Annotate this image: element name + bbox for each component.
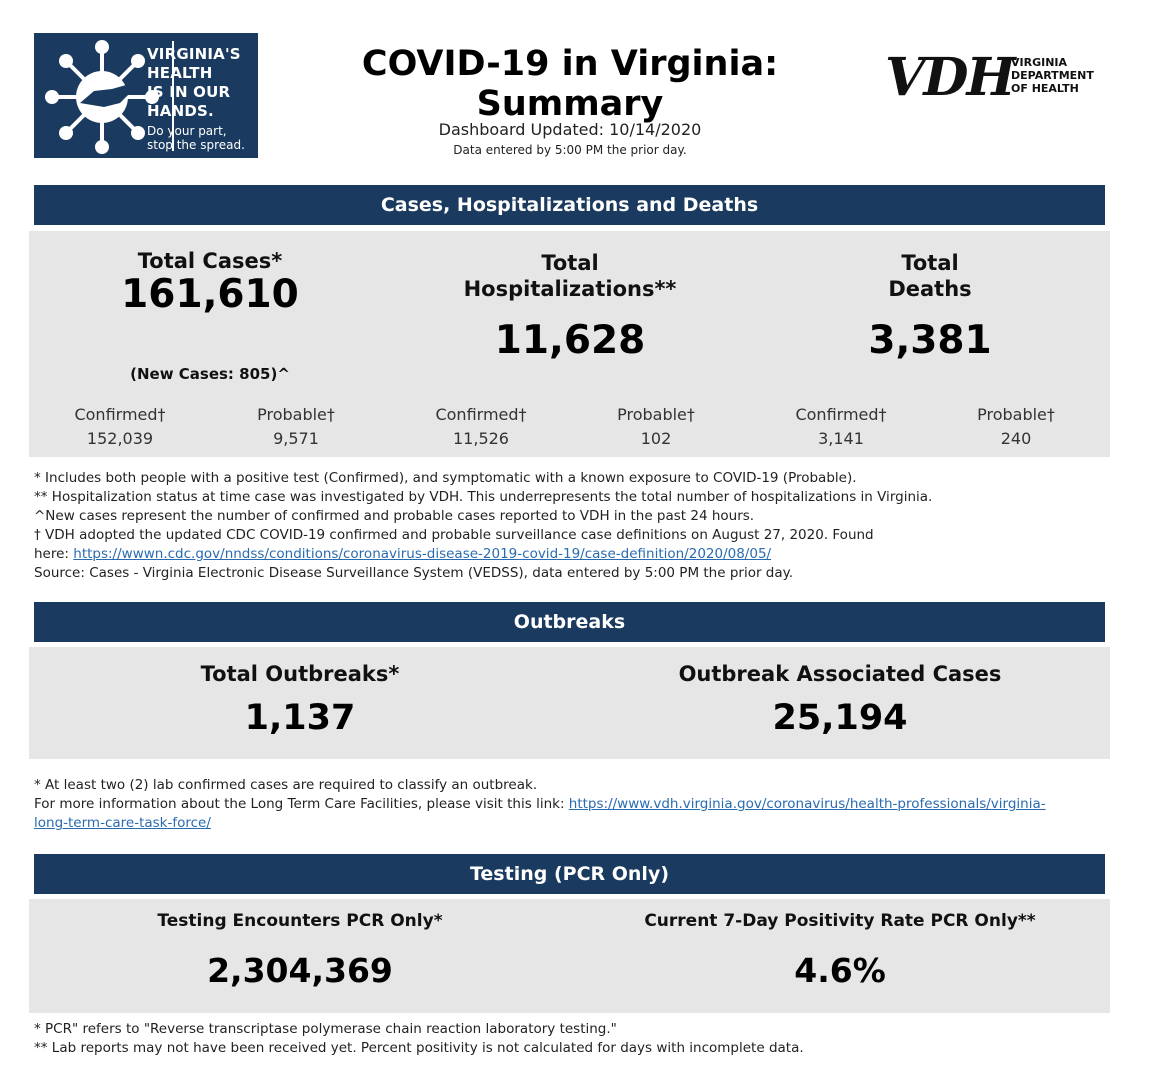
cases-probable-label: Probable†	[257, 405, 335, 424]
section-bar-cases: Cases, Hospitalizations and Deaths	[34, 185, 1105, 225]
footnote-outbreak-definition: * At least two (2) lab confirmed cases are required to classify an outbreak.	[34, 777, 538, 793]
testing-footnotes	[34, 1020, 1124, 1058]
footnote-here: here:	[34, 546, 74, 562]
cases-confirmed-label: Confirmed†	[74, 405, 166, 424]
vdh-dept-line-1: VIRGINIA	[1011, 56, 1068, 69]
badge-sub-2: stop the spread.	[147, 138, 245, 152]
vdh-logo	[885, 48, 1100, 108]
deaths-probable-value: 240	[1000, 429, 1032, 448]
deaths-value: 3,381	[868, 318, 992, 363]
footnote-pcr: * PCR" refers to "Reverse transcriptase polymerase chain reaction laboratory testing."	[34, 1021, 617, 1037]
ltc-task-force-link[interactable]: https://www.vdh.virginia.gov/coronavirus/health-professionals/virginia-	[568, 796, 1046, 812]
total-cases-value: 161,610	[121, 272, 299, 317]
hosp-confirmed-value: 11,526	[453, 429, 509, 448]
hospitalizations-value: 11,628	[494, 318, 646, 363]
outbreaks-footnotes	[34, 776, 1124, 833]
positivity-rate-label: Current 7-Day Positivity Rate PCR Only**	[644, 911, 1036, 931]
total-cases-label: Total Cases*	[137, 249, 283, 273]
cdc-definition-link[interactable]: https://wwwn.cdc.gov/nndss/conditions/coronavirus-disease-2019-covid-19/case-definition/2020/08/05/	[73, 546, 772, 562]
cases-footnotes	[34, 469, 1124, 583]
outbreak-associated-cases-label: Outbreak Associated Cases	[678, 662, 1002, 686]
badge-text	[147, 45, 245, 152]
ltc-task-force-link-cont[interactable]: long-term-care-task-force/	[34, 815, 211, 831]
cases-confirmed-value: 152,039	[86, 429, 154, 448]
new-cases: (New Cases: 805)^	[130, 365, 290, 383]
badge-line-3: IS IN OUR	[147, 83, 231, 101]
deaths-label-2: Deaths	[888, 277, 972, 301]
hospitalizations-label-2: Hospitalizations**	[463, 277, 677, 301]
data-entered-note: Data entered by 5:00 PM the prior day.	[453, 143, 687, 157]
footnote-ltc-line	[34, 795, 1124, 814]
footnote-ltc-text: For more information about the Long Term Care Facilities, please visit this link:	[34, 796, 569, 812]
deaths-probable-label: Probable†	[977, 405, 1055, 424]
testing-encounters-label: Testing Encounters PCR Only*	[157, 911, 443, 931]
badge-line-4: HANDS.	[147, 102, 214, 120]
section-bar-testing: Testing (PCR Only)	[34, 854, 1105, 894]
total-outbreaks-value: 1,137	[244, 698, 356, 738]
hosp-probable-label: Probable†	[617, 405, 695, 424]
footnote-lab-reports: ** Lab reports may not have been received yet. Percent positivity is not calculated for days with incomplete data.	[34, 1040, 804, 1056]
badge-sub-1: Do your part,	[147, 124, 227, 138]
outbreak-associated-cases-value: 25,194	[772, 698, 908, 738]
page-title: COVID-19 in Virginia: Summary	[361, 44, 779, 124]
vdh-logo-letters: VDH	[885, 47, 1014, 108]
badge-line-2: HEALTH	[147, 64, 213, 82]
campaign-badge	[34, 33, 258, 158]
section-bar-outbreaks: Outbreaks	[34, 602, 1105, 642]
deaths-label-1: Total	[901, 251, 959, 275]
vdh-dept-line-3: OF HEALTH	[1011, 82, 1079, 95]
footnote-cases: * Includes both people with a positive test (Confirmed), and symptomatic with a known exposure to COVID-19 (Probable).	[34, 470, 857, 486]
footnote-new-cases: ^New cases represent the number of confirmed and probable cases reported to VDH in the past 24 hours.	[34, 508, 755, 524]
footnote-link-line	[34, 545, 1124, 564]
total-outbreaks-label: Total Outbreaks*	[200, 662, 400, 686]
hosp-probable-value: 102	[640, 429, 672, 448]
footnote-hospitalizations: ** Hospitalization status at time case was investigated by VDH. This underrepresents the total number of hospitalizations in Virginia.	[34, 489, 933, 505]
footnote-source: Source: Cases - Virginia Electronic Disease Surveillance System (VEDSS), data entered by 5:00 PM the prior day.	[34, 565, 793, 581]
badge-line-1: VIRGINIA'S	[147, 45, 241, 63]
hospitalizations-label-1: Total	[541, 251, 599, 275]
deaths-confirmed-value: 3,141	[818, 429, 864, 448]
testing-encounters-value: 2,304,369	[207, 951, 393, 990]
footnote-definitions: † VDH adopted the updated CDC COVID-19 confirmed and probable surveillance case definitions on August 27, 2020. Found	[34, 527, 874, 543]
vdh-logo-department	[1011, 56, 1094, 95]
cases-probable-value: 9,571	[273, 429, 319, 448]
positivity-rate-value: 4.6%	[794, 951, 886, 990]
hosp-confirmed-label: Confirmed†	[435, 405, 527, 424]
vdh-dept-line-2: DEPARTMENT	[1011, 69, 1094, 82]
dashboard-updated: Dashboard Updated: 10/14/2020	[438, 120, 702, 139]
deaths-confirmed-label: Confirmed†	[795, 405, 887, 424]
footnote-ltc-link-cont	[34, 814, 1124, 833]
